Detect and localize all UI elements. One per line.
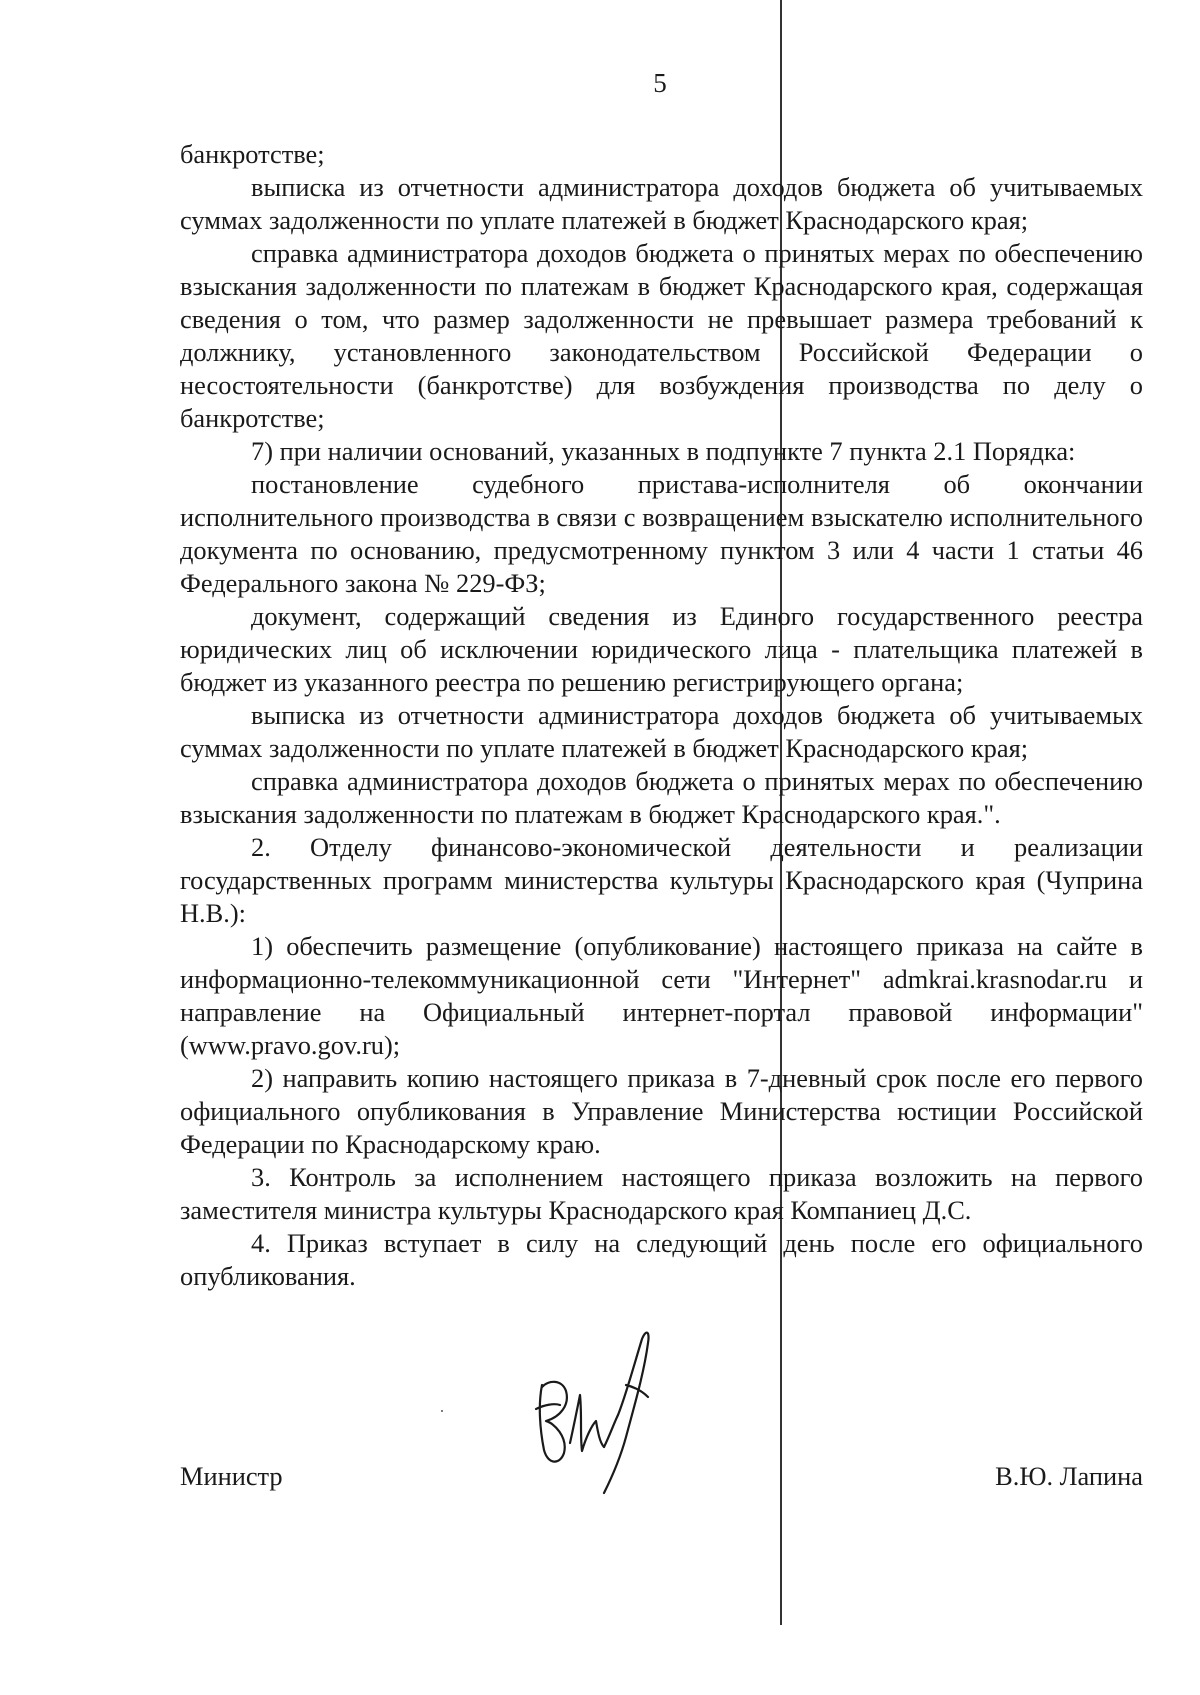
paragraph: 4. Приказ вступает в силу на следующий день после его официального опубликования. — [180, 1228, 1143, 1291]
scan-speck — [441, 1410, 443, 1412]
paragraph: 3. Контроль за исполнением настоящего приказа возложить на первого заместителя министра культуры Краснодарского края Компаниец Д.С. — [180, 1162, 1143, 1225]
page-number: 5 — [653, 68, 667, 98]
signatory-title: Министр — [180, 1461, 283, 1491]
paragraph: 1) обеспечить размещение (опубликование) настоящего приказа на сайте в информационно-телекоммуникационной сети "Интернет" admkrai.krasnodar.ru и направление на Официальный интернет-портал правовой информации" (www.pravo.gov.ru); — [180, 931, 1143, 1060]
paragraph: 2. Отделу финансово-экономической деятельности и реализации государственных программ министерства культуры Краснодарского края (Чуприна Н.В.): — [180, 832, 1143, 928]
signatory-name: В.Ю. Лапина — [995, 1461, 1143, 1491]
paragraph: 2) направить копию настоящего приказа в 7-дневный срок после его первого официального опубликования в Управление Министерства юстиции Российской Федерации по Краснодарскому краю. — [180, 1063, 1143, 1159]
paragraph: справка администратора доходов бюджета о принятых мерах по обеспечению взыскания задолженности по платежам в бюджет Краснодарского края.". — [180, 766, 1143, 829]
paragraph: банкротстве; — [180, 139, 325, 169]
paragraph: документ, содержащий сведения из Единого государственного реестра юридических лиц об исключении юридического лица - плательщика платежей в бюджет из указанного реестра по решению регистрирующего органа; — [180, 601, 1143, 697]
document-body — [180, 138, 1143, 1293]
paragraph: справка администратора доходов бюджета о принятых мерах по обеспечению взыскания задолженности по платежам в бюджет Краснодарского края, содержащая сведения о том, что размер задолженности не превышает размера требований к должнику, установленного законодательством Российской Федерации о несостоятельности (банкротстве) для возбуждения производства по делу о банкротстве; — [180, 238, 1143, 433]
paragraph: выписка из отчетности администратора доходов бюджета об учитываемых суммах задолженности по уплате платежей в бюджет Краснодарского края; — [180, 700, 1143, 763]
paragraph: постановление судебного пристава-исполнителя об окончании исполнительного производства в связи с возвращением взыскателю исполнительного документа по основанию, предусмотренному пунктом 3 или 4 части 1 статьи 46 Федерального закона № 229-ФЗ; — [180, 469, 1143, 598]
signature-block — [180, 1460, 1143, 1500]
paragraph: 7) при наличии оснований, указанных в подпункте 7 пункта 2.1 Порядка: — [251, 436, 1076, 466]
paragraph: выписка из отчетности администратора доходов бюджета об учитываемых суммах задолженности по уплате платежей в бюджет Краснодарского края; — [180, 172, 1143, 235]
